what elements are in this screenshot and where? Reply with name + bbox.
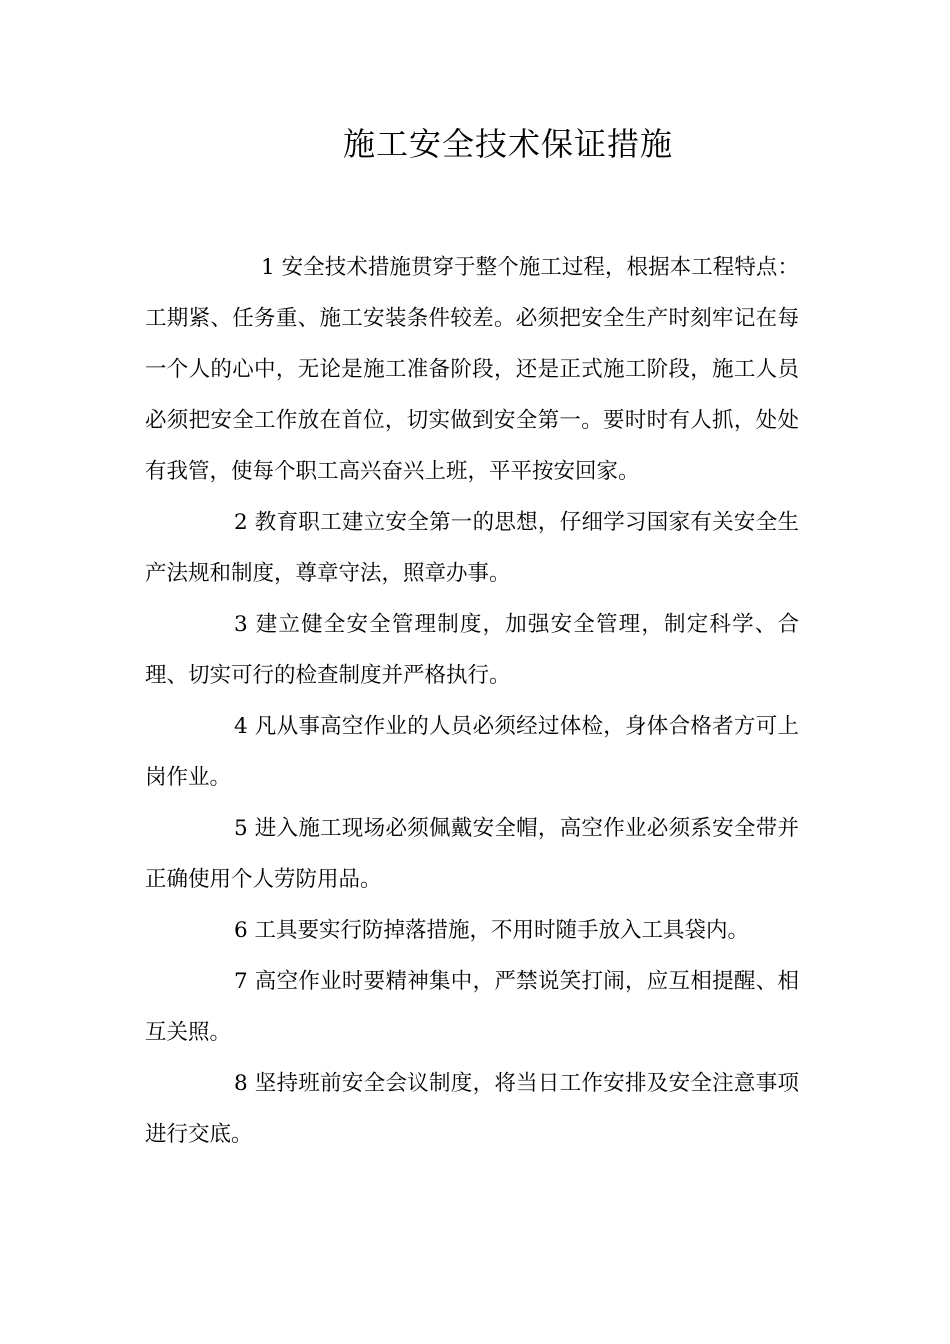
paragraph-7: 7 高空作业时要精神集中，严禁说笑打闹，应互相提醒、相互关照。 [145,969,799,1045]
paragraph-8: 8 坚持班前安全会议制度，将当日工作安排及安全注意事项进行交底。 [145,1071,799,1147]
paragraph-2: 2 教育职工建立安全第一的思想，仔细学习国家有关安全生产法规和制度，尊章守法，照章办事。 [145,510,799,586]
paragraph-5: 5 进入施工现场必须佩戴安全帽，高空作业必须系安全带并正确使用个人劳防用品。 [145,816,799,892]
paragraph-3: 3 建立健全安全管理制度，加强安全管理，制定科学、合理、切实可行的检查制度并严格执行。 [145,612,799,688]
paragraph-4: 4 凡从事高空作业的人员必须经过体检，身体合格者方可上岗作业。 [145,714,799,790]
document-body [145,242,799,1160]
paragraph-6: 6 工具要实行防掉落措施，不用时随手放入工具袋内。 [234,918,750,943]
document-title: 施工安全技术保证措施 [342,125,673,163]
paragraph-1: 1 安全技术措施贯穿于整个施工过程，根据本工程特点：工期紧、任务重、施工安装条件较差。必须把安全生产时刻牢记在每一个人的心中，无论是施工准备阶段，还是正式施工阶段，施工人员必须把安全工作放在首位，切实做到安全第一。要时时有人抓，处处有我管，使每个职工高兴奋兴上班，平平按安回家。 [145,255,799,484]
